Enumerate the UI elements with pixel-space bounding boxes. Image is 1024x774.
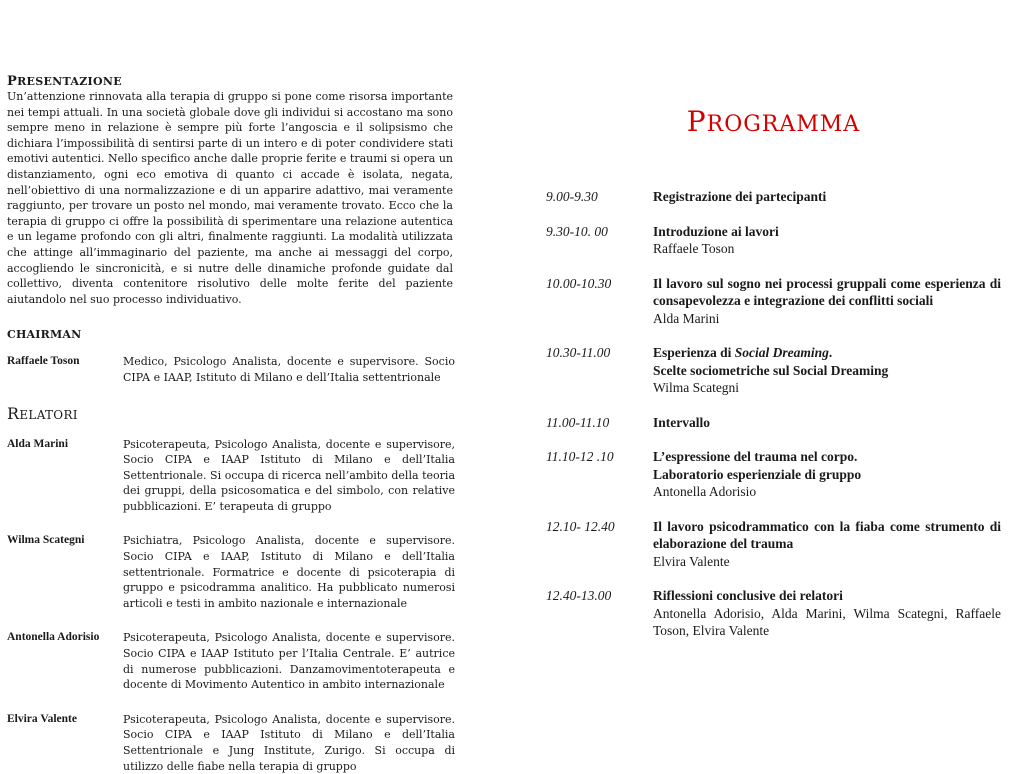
relatore-bio: Psichiatra, Psicologo Analista, docente e supervisore. Socio CIPA e IAAP, Istituto di Milano e dell’Italia settentrionale. Formatrice e docente di psicoterapia di gruppo e psicodramma analitico. Ha pubblicato numerosi articoli e testi in ambito nazionale e internazionale [123,534,455,610]
program-time: 10.00-10.30 [546,275,612,291]
relatore-name: Alda Marini [7,437,69,450]
relatore-entry [7,630,455,692]
relatore-bio: Psicoterapeuta, Psicologo Analista, docente e supervisore, Socio CIPA e IAAP Istituto di Milano e dell’Italia Settentrionale. Si occupa di ricerca nell’ambito della teoria dei gruppi, della psicosomatica e del simbolo, con relative pubblicazioni. E’ terapeuta di gruppo [123,437,455,513]
program-title-tail: . [828,345,833,360]
program-title: Il lavoro sul sogno nei processi gruppali come esperienza di consapevolezza e integrazione dei conflitti sociali [653,275,1001,308]
program-speakers: Elvira Valente [653,553,730,569]
program-item [546,518,1001,571]
program-body [653,188,1001,206]
program-speakers: Raffaele Toson [653,241,735,256]
program-time: 12.40-13.00 [546,588,612,603]
program-body [653,414,1001,432]
program-title-emphasis: Social Dreaming [734,345,829,360]
program-body [653,275,1001,328]
program-title: Introduzione ai lavori [653,223,779,239]
relatori-heading: RELATORI [7,403,78,423]
program-speakers: Antonella Adorisio [653,484,757,499]
program-item [546,223,1001,258]
relatore-entry [7,533,455,611]
relatore-entry [7,712,455,774]
program-title: Riflessioni conclusive dei relatori [653,588,843,603]
program-title: Il lavoro psicodrammatico con la fiaba come strumento di elaborazione del trauma [653,518,1001,551]
programma-title: PROGRAMMA [686,105,861,138]
program-title-text: Esperienza di [653,345,735,360]
program-body [653,518,1001,571]
program-subtitle: Laboratorio esperienziale di gruppo [653,466,862,482]
relatore-bio: Psicoterapeuta, Psicologo Analista, docente e supervisore. Socio CIPA e IAAP Istituto per l’Italia Centrale. E’ autrice di numerose pubblicazioni. Danzamovimentoterapeuta e docente di Movimento Autentico in ambito internazionale [123,631,455,692]
program-item [546,344,1001,397]
program-body [653,448,1001,501]
relatore-name: Antonella Adorisio [7,631,100,644]
relatore-name: Elvira Valente [7,712,77,725]
program-item [546,414,1001,432]
program-body [653,344,1001,397]
chairman-heading: CHAIRMAN [7,328,82,342]
program-title: L’espressione del trauma nel corpo. [653,449,858,464]
program-time: 11.00-11.10 [546,414,610,430]
presentazione-text: Un’attenzione rinnovata alla terapia di gruppo si pone come risorsa importante nei tempi attuali. In una società globale dove gli individui si accostano ma sono sempre meno in relazione è sempre più forte l’angoscia e il solipsismo che dichiara l’impossibilità di sentirsi parte di un intero e di poter condividere stati emotivi autentici. Nello specifico anche dalle proprie ferite e traumi si opera un distanziamento, ogni eco emotiva di quanto ci accade è isolata, negata, nell’obiettivo di una normalizzazione e di un apparire adattivo, mai veramente raggiunto, per trovare un posto nel mondo, mai veramente trovato. Ecco che la terapia di gruppo ci offre la possibilità di sperimentare una relazione autentica e un legame profondo con gli altri, finalmente raggiunti. La modalità utilizzata che attinge all’immaginario del paziente, ma anche ai messaggi del corpo, accogliendo le sincronicità, e si nutre delle dinamiche profonde guidate dal collettivo, diventa contenitore risolutivo delle molte ferite del paziente aiutandolo nel suo processo individuativo. [7,90,453,306]
program-title: Intervallo [653,414,710,430]
presentazione-heading: PRESENTAZIONE [7,74,122,89]
program-speakers: Alda Marini [653,310,720,326]
program-time: 11.10-12 .10 [546,449,614,464]
program-title: Registrazione dei partecipanti [653,189,827,204]
left-column [7,74,455,774]
program-item [546,587,1001,640]
relatore-name: Wilma Scategni [7,534,85,547]
chairman-name: Raffaele Toson [7,355,80,368]
program-speakers: Wilma Scategni [653,380,740,395]
relatore-bio: Psicoterapeuta, Psicologo Analista, docente e supervisore. Socio CIPA e IAAP Istituto di Milano e dell’Italia Settentrionale e Jung Institute, Zurigo. Si occupa di utilizzo delle fiabe nella terapia di gruppo [123,712,455,773]
program-item [546,275,1001,328]
program-time: 10.30-11.00 [546,345,611,360]
program-time: 9.00-9.30 [546,189,598,204]
right-column [546,105,1001,640]
chairman-entry [7,354,455,385]
program-item [546,448,1001,501]
program-title [653,344,1001,362]
relatore-entry [7,437,455,515]
program-speakers: Antonella Adorisio, Alda Marini, Wilma Scategni, Raffaele Toson, Elvira Valente [653,605,1001,638]
program-subtitle: Scelte sociometriche sul Social Dreaming [653,362,889,378]
program-body [653,587,1001,640]
program-item [546,188,1001,206]
program-body [653,223,1001,258]
program-time: 9.30-10. 00 [546,223,608,239]
program-time: 12.10- 12.40 [546,518,615,534]
chairman-bio: Medico, Psicologo Analista, docente e supervisore. Socio CIPA e IAAP, Istituto di Milano e dell’Italia settentrionale [123,355,455,384]
